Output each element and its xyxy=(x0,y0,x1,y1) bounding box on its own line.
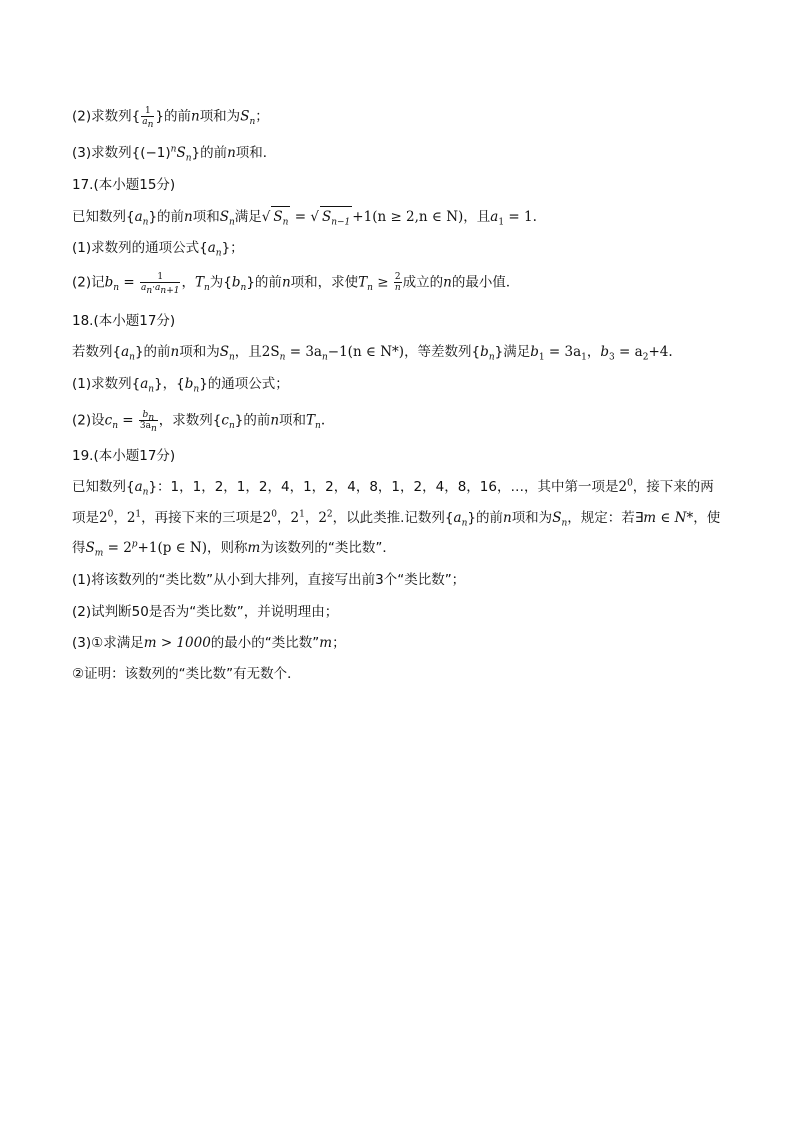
q17-heading: 17.(本小题15分) xyxy=(72,177,176,193)
q16-part3: (3)求数列$\{(-1)^nS_n\}$的前n项和． xyxy=(72,144,277,164)
q18-part1: (1)求数列$\{a_n\}$，$\{b_n\}$的通项公式； xyxy=(72,376,289,395)
q19-stem-line3: 得$S_m = 2^p+1(p$ ∈ N)，则称m为该数列的“类比数”． xyxy=(72,539,396,559)
q19-part1: (1)将该数列的“类比数”从小到大排列，直接写出前3个“类比数”； xyxy=(72,572,466,588)
q16-part2: (2)求数列{ $\frac{1}{a_n}$ }的前n项和为$S_n$； xyxy=(72,106,269,130)
fraction-2-over-n: $\frac{2}{n}$ xyxy=(394,272,401,293)
q18-part2: (2)设$c_n$ = $\frac{b_n}{3a_n}$ ，求数列$\{c_n\}$的前n项和$T_n$. xyxy=(72,410,326,434)
q19-stem-line2: 项是$2^0$，$2^1$，再接下来的三项是$2^0$，$2^1$，$2^2$，以此类推.记数列$\{a_n\}$的前n项和为$S_n$，规定：若∃m ∈ N*，使 xyxy=(72,509,721,529)
q17-part1: (1)求数列的通项公式$\{a_n\}$； xyxy=(72,240,244,259)
q18-heading: 18.(本小题17分) xyxy=(72,313,176,329)
q18-stem: 若数列$\{a_n\}$的前n项和为$S_n$，且$2S_n = 3a_n-1(n$ ∈ N*)，等差数列$\{b_n\}$满足$b_1 = 3a_1$，$b_3 = a_2+4$. xyxy=(72,344,673,363)
q17-stem: 已知数列$\{a_n\}$的前n项和$S_n$满足√ $S_n$ = √ $S_{n-1} +1(n \ge 2,n$ ∈ N)，且$a_1 = 1$. xyxy=(72,206,537,227)
q19-part3-1: (3)①求满足m > 1000的最小的“类比数”m； xyxy=(72,635,346,651)
q19-heading: 19.(本小题17分) xyxy=(72,448,176,464)
fraction-bn: $\frac{1}{a_n\cdot a_{n+1}}$ xyxy=(140,272,180,296)
fraction-1-over-an: $\frac{1}{a_n}$ xyxy=(142,106,154,130)
q19-part2: (2)试判断50是否为“类比数”，并说明理由； xyxy=(72,604,339,620)
fraction-cn: $\frac{b_n}{3a_n}$ xyxy=(139,410,157,434)
q19-stem-line1: 已知数列$\{a_n\}$：1，1，2，1，2，4，1，2，4，8，1，2，4，8，16，…，其中第一项是$2^0$，接下来的两 xyxy=(72,478,714,498)
q19-part3-2: ②证明：该数列的“类比数”有无数个． xyxy=(72,666,301,682)
q17-part2: (2)记$b_n$ = $\frac{1}{a_n\cdot a_{n+1}}$ ，$T_n$为$\{b_n\}$的前n项和，求使$T_n$ ≥ $\frac{2}{n}$ 成立的n的最小值． xyxy=(72,272,520,296)
